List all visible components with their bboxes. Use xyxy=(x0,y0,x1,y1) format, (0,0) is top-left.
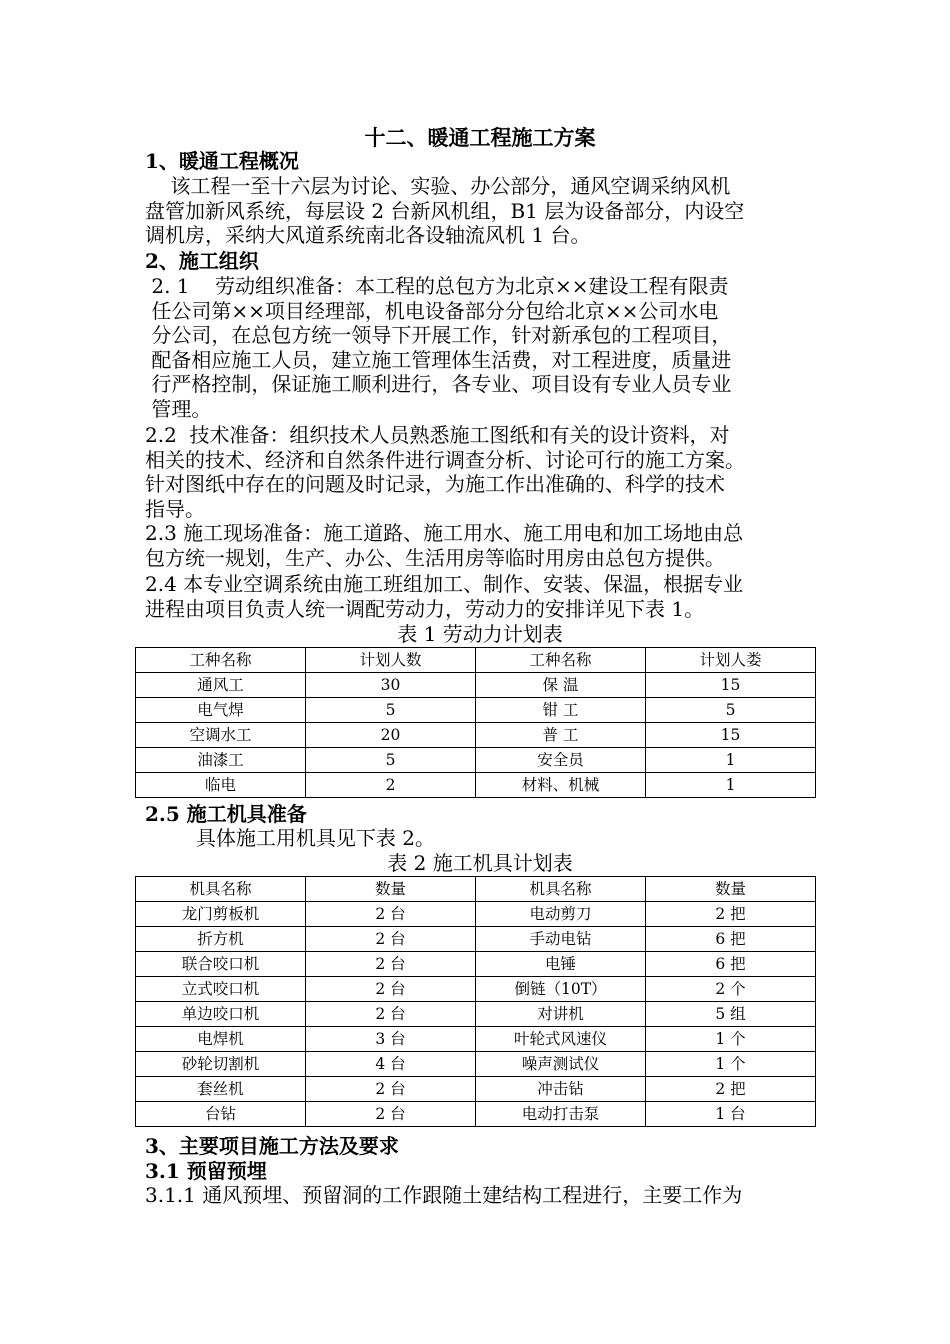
paragraph-line: 盘管加新风系统，每层设 2 台新风机组，B1 层为设备部分，内设空 xyxy=(145,198,745,223)
table-cell: 15 xyxy=(646,723,816,748)
section-2-heading: 2、施工组织 xyxy=(145,249,259,273)
table-cell: 冲击钻 xyxy=(476,1077,646,1102)
paragraph-line: 进程由项目负责人统一调配劳动力，劳动力的安排详见下表 1。 xyxy=(145,596,705,621)
paragraph-line: 相关的技术、经济和自然条件进行调查分析、讨论可行的施工方案。 xyxy=(145,447,745,472)
equipment-plan-table xyxy=(135,876,816,1127)
table-cell: 2 台 xyxy=(306,927,476,952)
paragraph-2-2 xyxy=(145,423,815,521)
table-row xyxy=(136,723,816,748)
table-cell: 2 台 xyxy=(306,1102,476,1127)
table-cell: 安全员 xyxy=(476,748,646,773)
table-cell: 通风工 xyxy=(136,673,306,698)
paragraph-2-4 xyxy=(145,572,815,621)
header-cell: 机具名称 xyxy=(136,877,306,902)
table-header-row xyxy=(136,877,816,902)
table-cell: 5 组 xyxy=(646,1002,816,1027)
table-cell: 2 台 xyxy=(306,952,476,977)
table-cell: 电焊机 xyxy=(136,1027,306,1052)
table-cell: 对讲机 xyxy=(476,1002,646,1027)
paragraph-line: 2.2 技术准备：组织技术人员熟悉施工图纸和有关的设计资料，对 xyxy=(145,423,730,447)
table-cell: 套丝机 xyxy=(136,1077,306,1102)
table-row xyxy=(136,1002,816,1027)
header-cell: 工种名称 xyxy=(476,648,646,673)
section-1-heading: 1、暖通工程概况 xyxy=(145,149,299,173)
table-cell: 5 xyxy=(646,698,816,723)
table-cell: 电动剪刀 xyxy=(476,902,646,927)
table-row xyxy=(136,902,816,927)
table-2-caption: 表 2 施工机具计划表 xyxy=(387,851,573,875)
table-cell: 电锤 xyxy=(476,952,646,977)
paragraph-line: 行严格控制，保证施工顺利进行，各专业、项目设有专业人员专业 xyxy=(145,372,732,396)
document-title: 十二、暖通工程施工方案 xyxy=(364,125,596,150)
table-cell: 单边咬口机 xyxy=(136,1002,306,1027)
table-cell: 6 把 xyxy=(646,952,816,977)
header-cell: 机具名称 xyxy=(476,877,646,902)
table-cell: 倒链（10T） xyxy=(476,977,646,1002)
table-header-row xyxy=(136,648,816,673)
table-cell: 材料、机械 xyxy=(476,773,646,798)
paragraph-line: 分公司，在总包方统一领导下开展工作，针对新承包的工程项目， xyxy=(145,323,732,347)
table-cell: 2 台 xyxy=(306,1002,476,1027)
table-row xyxy=(136,698,816,723)
table-cell: 台钻 xyxy=(136,1102,306,1127)
paragraph-line: 包方统一规划，生产、办公、生活用房等临时用房由总包方提供。 xyxy=(145,545,725,570)
section-3-heading: 3、主要项目施工方法及要求 xyxy=(145,1134,399,1158)
header-cell: 数量 xyxy=(306,877,476,902)
header-cell: 计划人数 xyxy=(306,648,476,673)
paragraph-line: 调机房，采纳大风道系统南北各设轴流风机 1 台。 xyxy=(145,223,591,247)
paragraph-line: 管理。 xyxy=(145,396,212,421)
section-2-5-heading: 2.5 施工机具准备 xyxy=(145,802,307,826)
table-cell: 5 xyxy=(306,748,476,773)
header-cell: 计划人娄 xyxy=(646,648,816,673)
table-cell: 1 台 xyxy=(646,1102,816,1127)
paragraph-line: 2. 1 劳动组织准备：本工程的总包方为北京××建设工程有限责 xyxy=(145,274,729,298)
table-cell: 2 个 xyxy=(646,977,816,1002)
table-cell: 手动电钻 xyxy=(476,927,646,952)
table-cell: 钳 工 xyxy=(476,698,646,723)
table-cell: 1 xyxy=(646,748,816,773)
paragraph-2-1 xyxy=(145,274,815,421)
paragraph-line: 针对图纸中存在的问题及时记录，为施工作出准确的、科学的技术 xyxy=(145,472,725,496)
table-row xyxy=(136,748,816,773)
paragraph-line: 3.1.1 通风预埋、预留洞的工作跟随土建结构工程进行，主要工作为 xyxy=(145,1183,743,1207)
paragraph-line: 具体施工用机具见下表 2。 xyxy=(145,826,435,850)
table-cell: 30 xyxy=(306,673,476,698)
header-cell: 数量 xyxy=(646,877,816,902)
table-cell: 6 把 xyxy=(646,927,816,952)
table-cell: 5 xyxy=(306,698,476,723)
table-1-caption: 表 1 劳动力计划表 xyxy=(397,622,563,646)
table-cell: 1 xyxy=(646,773,816,798)
table-cell: 2 台 xyxy=(306,977,476,1002)
table-cell: 空调水工 xyxy=(136,723,306,748)
paragraph-line: 指导。 xyxy=(145,496,205,521)
table-cell: 2 把 xyxy=(646,902,816,927)
table-cell: 电动打击泵 xyxy=(476,1102,646,1127)
table-cell: 2 xyxy=(306,773,476,798)
labor-plan-table xyxy=(135,647,816,798)
section-2-5-paragraph xyxy=(145,826,815,851)
section-3-1-1-paragraph xyxy=(145,1183,815,1208)
table-cell: 3 台 xyxy=(306,1027,476,1052)
table-row xyxy=(136,927,816,952)
table-cell: 联合咬口机 xyxy=(136,952,306,977)
table-cell: 普 工 xyxy=(476,723,646,748)
paragraph-line: 2.4 本专业空调系统由施工班组加工、制作、安装、保温，根据专业 xyxy=(145,572,744,596)
paragraph-2-3 xyxy=(145,521,815,570)
table-row xyxy=(136,1077,816,1102)
paragraph-line: 任公司第××项目经理部，机电设备部分分包给北京××公司水电 xyxy=(145,298,719,323)
table-cell: 2 把 xyxy=(646,1077,816,1102)
table-cell: 油漆工 xyxy=(136,748,306,773)
table-cell: 立式咬口机 xyxy=(136,977,306,1002)
section-1-paragraph xyxy=(145,174,815,248)
paragraph-line: 该工程一至十六层为讨论、实验、办公部分，通风空调采纳风机 xyxy=(145,174,731,198)
table-cell: 龙门剪板机 xyxy=(136,902,306,927)
table-cell: 砂轮切割机 xyxy=(136,1052,306,1077)
table-cell: 20 xyxy=(306,723,476,748)
table-cell: 电气焊 xyxy=(136,698,306,723)
header-cell: 工种名称 xyxy=(136,648,306,673)
table-row xyxy=(136,977,816,1002)
table-cell: 2 台 xyxy=(306,902,476,927)
table-cell: 折方机 xyxy=(136,927,306,952)
table-cell: 15 xyxy=(646,673,816,698)
table-cell: 4 台 xyxy=(306,1052,476,1077)
table-cell: 叶轮式风速仪 xyxy=(476,1027,646,1052)
table-row xyxy=(136,773,816,798)
table-row xyxy=(136,1027,816,1052)
table-row xyxy=(136,673,816,698)
table-cell: 噪声测试仪 xyxy=(476,1052,646,1077)
paragraph-line: 配备相应施工人员，建立施工管理体生活费，对工程进度，质量进 xyxy=(145,347,732,372)
paragraph-line: 2.3 施工现场准备：施工道路、施工用水、施工用电和加工场地由总 xyxy=(145,521,744,545)
table-cell: 临电 xyxy=(136,773,306,798)
table-cell: 1 个 xyxy=(646,1052,816,1077)
table-cell: 保 温 xyxy=(476,673,646,698)
table-cell: 2 台 xyxy=(306,1077,476,1102)
table-row xyxy=(136,1052,816,1077)
table-row xyxy=(136,1102,816,1127)
table-row xyxy=(136,952,816,977)
table-cell: 1 个 xyxy=(646,1027,816,1052)
section-3-1-heading: 3.1 预留预埋 xyxy=(145,1159,267,1183)
